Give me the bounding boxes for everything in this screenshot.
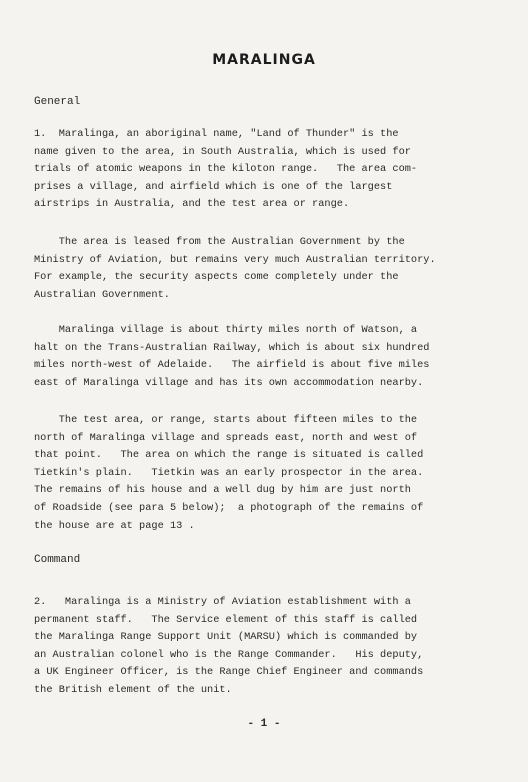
- document-title: MARALINGA: [212, 52, 316, 68]
- text-line: Ministry of Aviation, but remains very much Australian territory.: [34, 253, 436, 266]
- paragraph-4: [34, 412, 496, 535]
- text-line: an Australian colonel who is the Range Commander. His deputy,: [34, 648, 424, 661]
- text-line: The test area, or range, starts about fifteen miles to the: [34, 414, 418, 426]
- section-heading-general: General: [34, 96, 81, 108]
- text-line: north of Maralinga village and spreads east, north and west of: [34, 431, 418, 444]
- text-line: trials of atomic weapons in the kiloton range. The area com-: [34, 163, 418, 176]
- text-line: 1. Maralinga, an aboriginal name, "Land of Thunder" is the: [34, 128, 399, 140]
- text-line: 2. Maralinga is a Ministry of Aviation establishment with a: [34, 596, 411, 608]
- text-line: halt on the Trans-Australian Railway, which is about six hundred: [34, 341, 430, 354]
- text-line: name given to the area, in South Australia, which is used for: [34, 145, 411, 158]
- text-line: that point. The area on which the range is situated is called: [34, 449, 424, 462]
- text-line: Tietkin's plain. Tietkin was an early prospector in the area.: [34, 466, 424, 479]
- page-number: - 1 -: [247, 718, 281, 730]
- text-line: of Roadside (see para 5 below); a photograph of the remains of: [34, 501, 424, 514]
- section-heading-command: Command: [34, 554, 81, 566]
- paragraph-5: [34, 594, 496, 700]
- text-line: The remains of his house and a well dug by him are just north: [34, 484, 411, 497]
- text-line: Australian Government.: [34, 288, 170, 301]
- text-line: Maralinga village is about thirty miles north of Watson, a: [34, 324, 418, 336]
- paragraph-2: [34, 234, 496, 304]
- text-line: prises a village, and airfield which is one of the largest: [34, 180, 393, 193]
- text-line: miles north-west of Adelaide. The airfield is about five miles: [34, 359, 430, 372]
- text-line: a UK Engineer Officer, is the Range Chief Engineer and commands: [34, 666, 424, 679]
- text-line: the house are at page 13 .: [34, 519, 195, 532]
- text-line: east of Maralinga village and has its own accommodation nearby.: [34, 376, 424, 389]
- text-line: permanent staff. The Service element of this staff is called: [34, 613, 418, 626]
- text-line: airstrips in Australia, and the test area or range.: [34, 198, 350, 211]
- text-line: the Maralinga Range Support Unit (MARSU) which is commanded by: [34, 631, 418, 644]
- text-line: The area is leased from the Australian Government by the: [34, 236, 405, 248]
- text-line: the British element of the unit.: [34, 683, 232, 696]
- paragraph-1: [34, 126, 496, 214]
- text-line: For example, the security aspects come completely under the: [34, 271, 399, 284]
- paragraph-3: [34, 322, 496, 392]
